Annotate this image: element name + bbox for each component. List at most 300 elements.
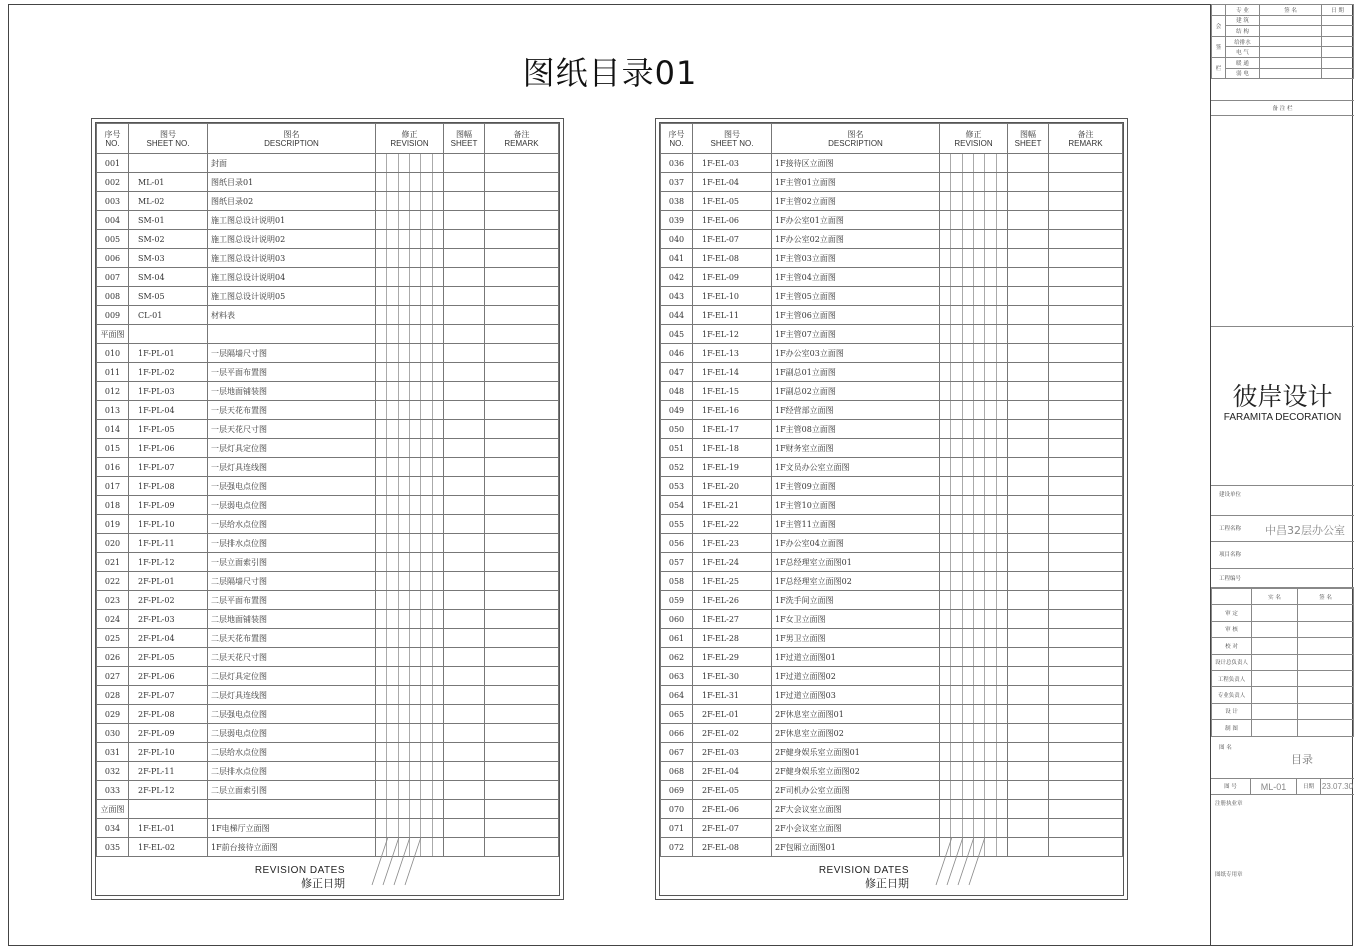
table-row (97, 477, 559, 496)
table-row (97, 401, 559, 420)
row-description: 1F电梯厅立面图 (208, 819, 376, 838)
row-number: 025 (97, 629, 129, 648)
row-sheet-size (1008, 705, 1049, 724)
row-sheet-number: 1F-PL-03 (129, 382, 208, 401)
index-table (96, 123, 559, 857)
row-sheet-number: 1F-EL-17 (693, 420, 772, 439)
row-sheet-size (444, 667, 485, 686)
table-row (97, 287, 559, 306)
row-sheet-number: 2F-EL-06 (693, 800, 772, 819)
row-sheet-number: 2F-PL-04 (129, 629, 208, 648)
row-sheet-number: 1F-EL-15 (693, 382, 772, 401)
row-remark (1049, 610, 1123, 629)
row-description: 图纸目录02 (208, 192, 376, 211)
row-number: 035 (97, 838, 129, 857)
row-number: 070 (661, 800, 693, 819)
row-sheet-number: 2F-PL-10 (129, 743, 208, 762)
row-description: 1F经营部立面图 (772, 401, 940, 420)
table-row (661, 439, 1123, 458)
row-revision-cells (940, 515, 1008, 534)
row-number: 026 (97, 648, 129, 667)
row-sheet-size (1008, 686, 1049, 705)
row-description: 1F主管05立面图 (772, 287, 940, 306)
table-row (97, 496, 559, 515)
row-revision-cells (940, 629, 1008, 648)
row-description: 1F办公室04立面图 (772, 534, 940, 553)
row-number: 027 (97, 667, 129, 686)
row-description: 一层灯具连线图 (208, 458, 376, 477)
row-revision-cells (376, 686, 444, 705)
table-row (661, 534, 1123, 553)
row-remark (1049, 515, 1123, 534)
table-row (97, 230, 559, 249)
row-remark (1049, 553, 1123, 572)
row-description: 1F办公室01立面图 (772, 211, 940, 230)
row-sheet-size (444, 211, 485, 230)
remark-column-header: 备 注 栏 (1211, 100, 1354, 116)
drawing-name-field (1211, 735, 1354, 779)
col-sheet-header: 图号 SHEET NO. (129, 124, 208, 154)
row-description: 施工图总设计说明02 (208, 230, 376, 249)
row-sheet-number: 1F-EL-31 (693, 686, 772, 705)
table-row (661, 591, 1123, 610)
revision-dates-label-en: REVISION DATES (254, 865, 345, 876)
row-description (208, 325, 376, 344)
row-remark (485, 325, 559, 344)
row-sheet-size (444, 591, 485, 610)
row-sheet-size (1008, 344, 1049, 363)
row-sheet-size (1008, 211, 1049, 230)
row-revision-cells (376, 515, 444, 534)
row-description: 施工图总设计说明05 (208, 287, 376, 306)
approval-role: 工程负责人 (1212, 670, 1252, 686)
row-sheet-number: 1F-EL-11 (693, 306, 772, 325)
row-revision-cells (940, 705, 1008, 724)
row-description: 二层立面索引图 (208, 781, 376, 800)
row-remark (1049, 173, 1123, 192)
row-number: 069 (661, 781, 693, 800)
row-description: 2F健身娱乐室立面图02 (772, 762, 940, 781)
row-number: 068 (661, 762, 693, 781)
row-number: 014 (97, 420, 129, 439)
table-row (97, 173, 559, 192)
drawing-name-label: 图 名 (1219, 745, 1232, 751)
row-sheet-number: 2F-EL-08 (693, 838, 772, 857)
row-description: 一层灯具定位图 (208, 439, 376, 458)
row-sheet-size (1008, 154, 1049, 173)
row-revision-cells (376, 192, 444, 211)
row-description: 1F主管09立面图 (772, 477, 940, 496)
row-description: 2F小会议室立面图 (772, 819, 940, 838)
table-row (661, 515, 1123, 534)
table-row (97, 667, 559, 686)
drawing-number-row (1211, 779, 1354, 795)
approval-role: 设 计 (1212, 703, 1252, 719)
row-number: 039 (661, 211, 693, 230)
table-row (661, 762, 1123, 781)
row-number: 013 (97, 401, 129, 420)
row-sheet-number: 2F-PL-06 (129, 667, 208, 686)
row-remark (485, 154, 559, 173)
row-number: 023 (97, 591, 129, 610)
row-sheet-number: 1F-EL-22 (693, 515, 772, 534)
table-row (661, 420, 1123, 439)
row-sheet-number: 1F-EL-06 (693, 211, 772, 230)
row-revision-cells (940, 268, 1008, 287)
row-sheet-number (129, 154, 208, 173)
row-sheet-size (444, 173, 485, 192)
row-revision-cells (940, 800, 1008, 819)
row-sheet-number: 1F-EL-08 (693, 249, 772, 268)
row-remark (1049, 401, 1123, 420)
row-sheet-size (444, 249, 485, 268)
row-remark (485, 496, 559, 515)
row-revision-cells (376, 705, 444, 724)
row-sheet-size (444, 192, 485, 211)
row-remark (485, 230, 559, 249)
discipline-label: 结 构 (1226, 26, 1260, 37)
row-remark (1049, 648, 1123, 667)
row-sheet-number: 1F-EL-25 (693, 572, 772, 591)
row-number: 066 (661, 724, 693, 743)
table-row (661, 268, 1123, 287)
row-description: 1F文员办公室立面图 (772, 458, 940, 477)
row-description: 1F主管08立面图 (772, 420, 940, 439)
row-revision-cells (940, 401, 1008, 420)
project-number-field (1211, 569, 1354, 588)
row-sheet-number: 1F-PL-01 (129, 344, 208, 363)
row-sheet-size (444, 724, 485, 743)
row-remark (485, 781, 559, 800)
row-number: 032 (97, 762, 129, 781)
row-sheet-size (1008, 667, 1049, 686)
row-sheet-number: 2F-PL-08 (129, 705, 208, 724)
approval-role: 校 对 (1212, 638, 1252, 654)
row-sheet-number: 1F-EL-20 (693, 477, 772, 496)
row-description: 1F主管07立面图 (772, 325, 940, 344)
row-number: 008 (97, 287, 129, 306)
row-number: 058 (661, 572, 693, 591)
row-sheet-number: 1F-PL-08 (129, 477, 208, 496)
revision-slash-lines (932, 835, 992, 895)
row-description: 二层隔墙尺寸图 (208, 572, 376, 591)
row-number: 055 (661, 515, 693, 534)
row-remark (1049, 800, 1123, 819)
row-sheet-number: 2F-PL-02 (129, 591, 208, 610)
row-revision-cells (376, 439, 444, 458)
row-number: 024 (97, 610, 129, 629)
row-sheet-size (444, 705, 485, 724)
row-revision-cells (940, 192, 1008, 211)
row-sheet-size (444, 534, 485, 553)
row-revision-cells (376, 762, 444, 781)
row-description: 二层给水点位图 (208, 743, 376, 762)
row-remark (485, 401, 559, 420)
row-sheet-size (1008, 629, 1049, 648)
row-number: 061 (661, 629, 693, 648)
row-sheet-size (1008, 496, 1049, 515)
row-remark (485, 458, 559, 477)
table-row (97, 572, 559, 591)
row-remark (1049, 268, 1123, 287)
row-revision-cells (376, 667, 444, 686)
col-remark-header: 备注 REMARK (1049, 124, 1123, 154)
table-row (661, 610, 1123, 629)
row-sheet-number: 2F-EL-02 (693, 724, 772, 743)
row-number: 063 (661, 667, 693, 686)
row-sheet-number: 1F-EL-13 (693, 344, 772, 363)
row-sheet-size (1008, 515, 1049, 534)
row-sheet-size (1008, 287, 1049, 306)
row-sheet-number: 1F-EL-23 (693, 534, 772, 553)
row-sheet-size (1008, 458, 1049, 477)
row-revision-cells (940, 534, 1008, 553)
row-number: 006 (97, 249, 129, 268)
row-sheet-size (444, 420, 485, 439)
row-description: 1F过道立面图03 (772, 686, 940, 705)
row-remark (485, 268, 559, 287)
table-row (97, 344, 559, 363)
row-number: 002 (97, 173, 129, 192)
row-description: 1F主管04立面图 (772, 268, 940, 287)
row-sheet-number: 1F-PL-07 (129, 458, 208, 477)
row-number: 041 (661, 249, 693, 268)
revision-dates-area (660, 835, 1123, 895)
row-sheet-size (444, 762, 485, 781)
row-remark (1049, 534, 1123, 553)
row-description: 施工图总设计说明04 (208, 268, 376, 287)
table-row (661, 306, 1123, 325)
col-no-header: 序号 NO. (97, 124, 129, 154)
row-sheet-number: 2F-PL-03 (129, 610, 208, 629)
row-number: 065 (661, 705, 693, 724)
table-row (661, 553, 1123, 572)
appr-header-name: 实 名 (1252, 589, 1298, 605)
row-sheet-number: 1F-EL-16 (693, 401, 772, 420)
col-no-header: 序号 NO. (661, 124, 693, 154)
row-sheet-size (444, 268, 485, 287)
row-remark (485, 439, 559, 458)
row-number: 005 (97, 230, 129, 249)
row-remark (485, 724, 559, 743)
row-remark (1049, 192, 1123, 211)
row-sheet-size (1008, 420, 1049, 439)
col-remark-header: 备注 REMARK (485, 124, 559, 154)
row-number: 057 (661, 553, 693, 572)
col-size-header: 图幅 SHEET (444, 124, 485, 154)
row-description: 1F男卫立面图 (772, 629, 940, 648)
table-row (97, 306, 559, 325)
item-name-label: 项目名称 (1219, 552, 1242, 558)
row-number: 031 (97, 743, 129, 762)
row-sheet-number: ML-02 (129, 192, 208, 211)
row-remark (1049, 287, 1123, 306)
row-sheet-number (129, 800, 208, 819)
row-revision-cells (940, 230, 1008, 249)
row-remark (1049, 344, 1123, 363)
row-sheet-number: 1F-PL-06 (129, 439, 208, 458)
row-description: 2F大会议室立面图 (772, 800, 940, 819)
row-description: 一层立面索引图 (208, 553, 376, 572)
row-revision-cells (940, 743, 1008, 762)
approval-role: 制 图 (1212, 720, 1252, 736)
row-sheet-number: SM-02 (129, 230, 208, 249)
row-revision-cells (940, 477, 1008, 496)
row-sheet-size (1008, 800, 1049, 819)
row-remark (485, 534, 559, 553)
table-row (661, 211, 1123, 230)
row-number: 平面图 (97, 325, 129, 344)
table-row (661, 325, 1123, 344)
row-sheet-number: 1F-EL-27 (693, 610, 772, 629)
row-remark (485, 686, 559, 705)
table-row (97, 743, 559, 762)
row-sheet-size (1008, 382, 1049, 401)
row-revision-cells (940, 439, 1008, 458)
row-revision-cells (940, 591, 1008, 610)
row-sheet-number: 2F-PL-01 (129, 572, 208, 591)
row-sheet-number: 1F-PL-05 (129, 420, 208, 439)
row-revision-cells (376, 211, 444, 230)
sig-side-label: 会 (1212, 15, 1226, 36)
row-sheet-size (1008, 724, 1049, 743)
discipline-label: 暖 通 (1226, 57, 1260, 68)
row-sheet-number: 1F-PL-11 (129, 534, 208, 553)
approval-role: 审 核 (1212, 621, 1252, 637)
row-number: 037 (661, 173, 693, 192)
col-revision-header: 修正 REVISION (940, 124, 1008, 154)
row-sheet-size (1008, 249, 1049, 268)
table-row (97, 553, 559, 572)
row-sheet-size (444, 686, 485, 705)
row-remark (1049, 591, 1123, 610)
row-sheet-number: 2F-PL-07 (129, 686, 208, 705)
row-revision-cells (940, 287, 1008, 306)
row-revision-cells (376, 401, 444, 420)
row-description: 二层平面布置图 (208, 591, 376, 610)
company-name-en: FARAMITA DECORATION (1223, 412, 1342, 423)
row-remark (485, 382, 559, 401)
drawing-number-label: 图 号 (1211, 779, 1251, 794)
row-number: 045 (661, 325, 693, 344)
revision-dates-label-cn: 修正日期 (865, 878, 909, 890)
row-revision-cells (376, 154, 444, 173)
table-row (661, 686, 1123, 705)
table-row (97, 629, 559, 648)
row-sheet-number: 1F-EL-14 (693, 363, 772, 382)
row-description: 1F副总02立面图 (772, 382, 940, 401)
row-sheet-size (444, 325, 485, 344)
row-sheet-number: 1F-PL-10 (129, 515, 208, 534)
row-remark (1049, 325, 1123, 344)
row-revision-cells (376, 629, 444, 648)
drawing-index-table-left (91, 118, 564, 900)
table-row (661, 629, 1123, 648)
row-revision-cells (940, 648, 1008, 667)
row-revision-cells (940, 249, 1008, 268)
row-revision-cells (376, 268, 444, 287)
row-revision-cells (940, 173, 1008, 192)
table-row (97, 686, 559, 705)
row-description: 1F主管01立面图 (772, 173, 940, 192)
table-row (661, 496, 1123, 515)
row-number: 062 (661, 648, 693, 667)
row-revision-cells (940, 211, 1008, 230)
row-revision-cells (376, 610, 444, 629)
sig-header-discipline: 专 业 (1226, 5, 1260, 16)
row-number: 019 (97, 515, 129, 534)
table-row (97, 458, 559, 477)
row-sheet-size (1008, 743, 1049, 762)
table-row (661, 287, 1123, 306)
row-remark (485, 420, 559, 439)
row-sheet-number: 1F-EL-01 (129, 819, 208, 838)
row-remark (485, 591, 559, 610)
row-number: 040 (661, 230, 693, 249)
row-revision-cells (376, 477, 444, 496)
table-row (97, 249, 559, 268)
project-name-value: 中昌32层办公室 (1265, 524, 1345, 537)
table-row (661, 667, 1123, 686)
row-remark (485, 192, 559, 211)
row-number: 044 (661, 306, 693, 325)
row-description: 1F主管10立面图 (772, 496, 940, 515)
col-desc-header: 图名 DESCRIPTION (772, 124, 940, 154)
row-remark (1049, 211, 1123, 230)
row-revision-cells (940, 610, 1008, 629)
revision-dates-label-en: REVISION DATES (818, 865, 909, 876)
row-sheet-size (444, 496, 485, 515)
row-sheet-number (129, 325, 208, 344)
table-row (97, 762, 559, 781)
row-sheet-number: 1F-EL-02 (129, 838, 208, 857)
row-sheet-size (1008, 268, 1049, 287)
row-remark (1049, 667, 1123, 686)
row-sheet-number: 1F-EL-05 (693, 192, 772, 211)
table-row (97, 534, 559, 553)
client-label: 建设单位 (1219, 492, 1242, 498)
row-description: 2F休息室立面图02 (772, 724, 940, 743)
table-row (661, 382, 1123, 401)
table-row (661, 800, 1123, 819)
row-sheet-number: SM-01 (129, 211, 208, 230)
row-number: 033 (97, 781, 129, 800)
row-number: 007 (97, 268, 129, 287)
revision-dates-area (96, 835, 559, 895)
table-header-row (97, 124, 559, 154)
row-revision-cells (376, 363, 444, 382)
row-number: 018 (97, 496, 129, 515)
row-remark (1049, 363, 1123, 382)
sig-header-signature: 签 名 (1260, 5, 1322, 16)
row-remark (1049, 458, 1123, 477)
row-number: 043 (661, 287, 693, 306)
row-sheet-number: 2F-EL-03 (693, 743, 772, 762)
row-number: 071 (661, 819, 693, 838)
row-number: 001 (97, 154, 129, 173)
row-sheet-number: 1F-EL-26 (693, 591, 772, 610)
row-revision-cells (376, 496, 444, 515)
table-row (661, 249, 1123, 268)
discipline-label: 电 气 (1226, 47, 1260, 58)
row-number: 015 (97, 439, 129, 458)
row-description: 二层排水点位图 (208, 762, 376, 781)
row-description: 二层强电点位图 (208, 705, 376, 724)
row-number: 064 (661, 686, 693, 705)
sig-side-label: 签 (1212, 36, 1226, 57)
row-sheet-size (444, 287, 485, 306)
row-remark (1049, 477, 1123, 496)
